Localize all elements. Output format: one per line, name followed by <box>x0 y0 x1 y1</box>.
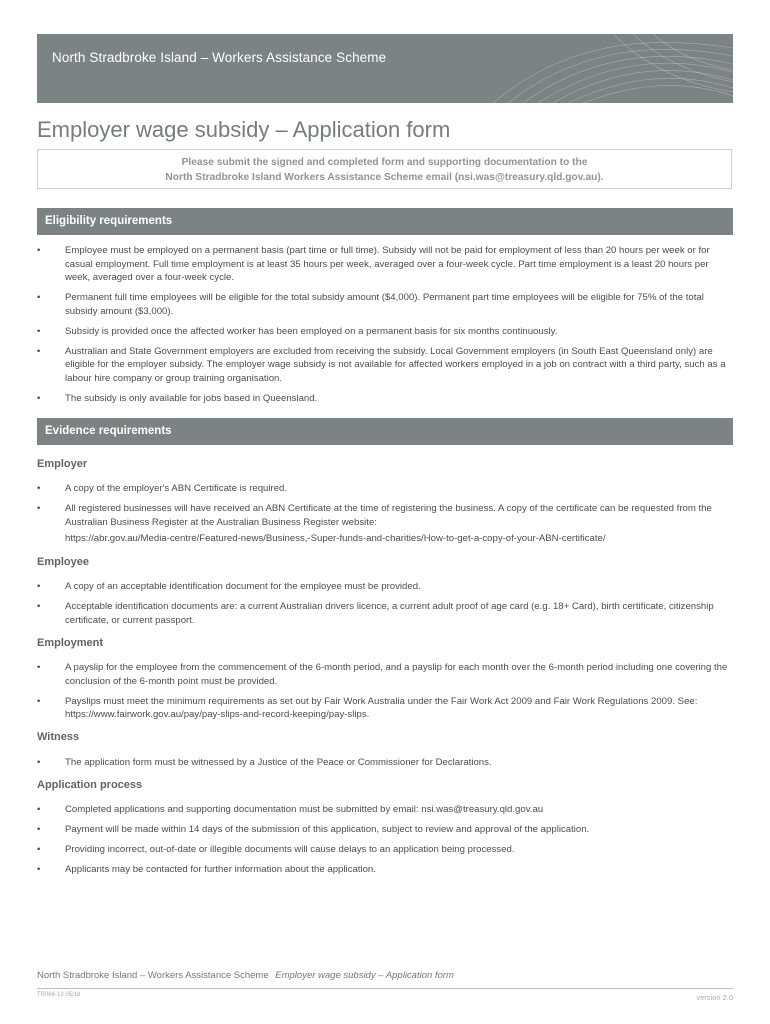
list-item: • All registered businesses will have received an ABN Certificate at the time of registering the business. A copy of the certificate can be requested from the Australian Business Register at the Australian Business Register website: <box>37 502 735 529</box>
notice-line-1: Please submit the signed and completed form and supporting documentation to the <box>181 157 588 168</box>
list-item: • The subsidy is only available for jobs based in Queensland. <box>37 392 735 406</box>
page-title: Employer wage subsidy – Application form <box>37 117 451 142</box>
footer-version: version 2.0 <box>696 993 733 1002</box>
eligibility-list <box>37 244 735 412</box>
employment-heading: Employment <box>37 637 104 649</box>
footer-form-name: Employer wage subsidy – Application form <box>275 970 454 981</box>
process-list <box>37 803 735 883</box>
list-item: • A copy of an acceptable identification document for the employee must be provided. <box>37 580 735 594</box>
list-item: • Subsidy is provided once the affected worker has been employed on a permanent basis for six months continuously. <box>37 325 735 339</box>
footer-scheme: North Stradbroke Island – Workers Assistance Scheme <box>37 970 269 981</box>
list-item: • A copy of the employer's ABN Certificate is required. <box>37 482 735 496</box>
footer-divider <box>37 988 733 989</box>
list-item: • Acceptable identification documents are: a current Australian drivers licence, a current adult proof of age card (e.g. 18+ Card), birth certificate, citizenship certificate, or current passport. <box>37 600 735 627</box>
footer-code: TR066-12 05/18 <box>37 992 81 998</box>
submission-notice <box>37 149 732 189</box>
list-item: • Australian and State Government employers are excluded from receiving the subsidy. Local Government employers (in South East Queensland only) are eligible for the employer subsidy. The employer wage subsidy is not available for affected workers employed in a job on contract with a third party, such as a labour hire company or group training organisation. <box>37 345 735 386</box>
list-item: • Applicants may be contacted for further information about the application. <box>37 863 735 877</box>
list-item: • Providing incorrect, out-of-date or illegible documents will cause delays to an application being processed. <box>37 843 735 857</box>
notice-line-2: North Stradbroke Island Workers Assistance Scheme email (nsi.was@treasury.qld.gov.au). <box>165 172 604 183</box>
list-item: • Payment will be made within 14 days of the submission of this application, subject to review and approval of the application. <box>37 823 735 837</box>
list-item: • Completed applications and supporting documentation must be submitted by email: nsi.was@treasury.qld.gov.au <box>37 803 735 817</box>
list-item: • The application form must be witnessed by a Justice of the Peace or Commissioner for Declarations. <box>37 756 735 770</box>
decorative-lines-icon <box>473 34 733 103</box>
list-item: • Employee must be employed on a permanent basis (part time or full time). Subsidy will not be paid for employment of less than 20 hours per week or for casual employment. Full time employment is at least 35 hours per week, averaged over a four-week cycle. Part time employment is a least 20 hours per week, averaged over a four-week cycle. <box>37 244 735 285</box>
witness-heading: Witness <box>37 731 80 743</box>
header-banner <box>37 34 733 103</box>
employment-list <box>37 661 735 728</box>
list-item: • Payslips must meet the minimum requirements as set out by Fair Work Australia under the Fair Work Act 2009 and Fair Work Regulations 2009. See: https://www.fairwork.gov.au/pay/pay-slips-and-record-keeping/pay-slips. <box>37 695 735 722</box>
abr-url-link[interactable]: https://abr.gov.au/Media-centre/Featured-news/Business,-Super-funds-and-charities/How-to-get-a-copy-of-your-ABN-certificate/ <box>65 533 606 544</box>
process-heading: Application process <box>37 779 143 791</box>
employer-heading: Employer <box>37 458 88 470</box>
list-item: • Permanent full time employees will be eligible for the total subsidy amount ($4,000). Permanent part time employees will be eligible for 75% of the total subsidy amount ($3,000). <box>37 291 735 318</box>
list-item: • A payslip for the employee from the commencement of the 6-month period, and a payslip for each month over the 6-month period including one covering the conclusion of the 6-month point must be provided. <box>37 661 735 688</box>
employee-list <box>37 580 735 634</box>
employee-heading: Employee <box>37 556 89 568</box>
evidence-heading: Evidence requirements <box>37 418 733 445</box>
footer <box>37 970 454 981</box>
eligibility-heading: Eligibility requirements <box>37 208 733 235</box>
banner-title: North Stradbroke Island – Workers Assistance Scheme <box>52 50 387 65</box>
witness-list <box>37 756 735 776</box>
employer-list <box>37 482 735 536</box>
